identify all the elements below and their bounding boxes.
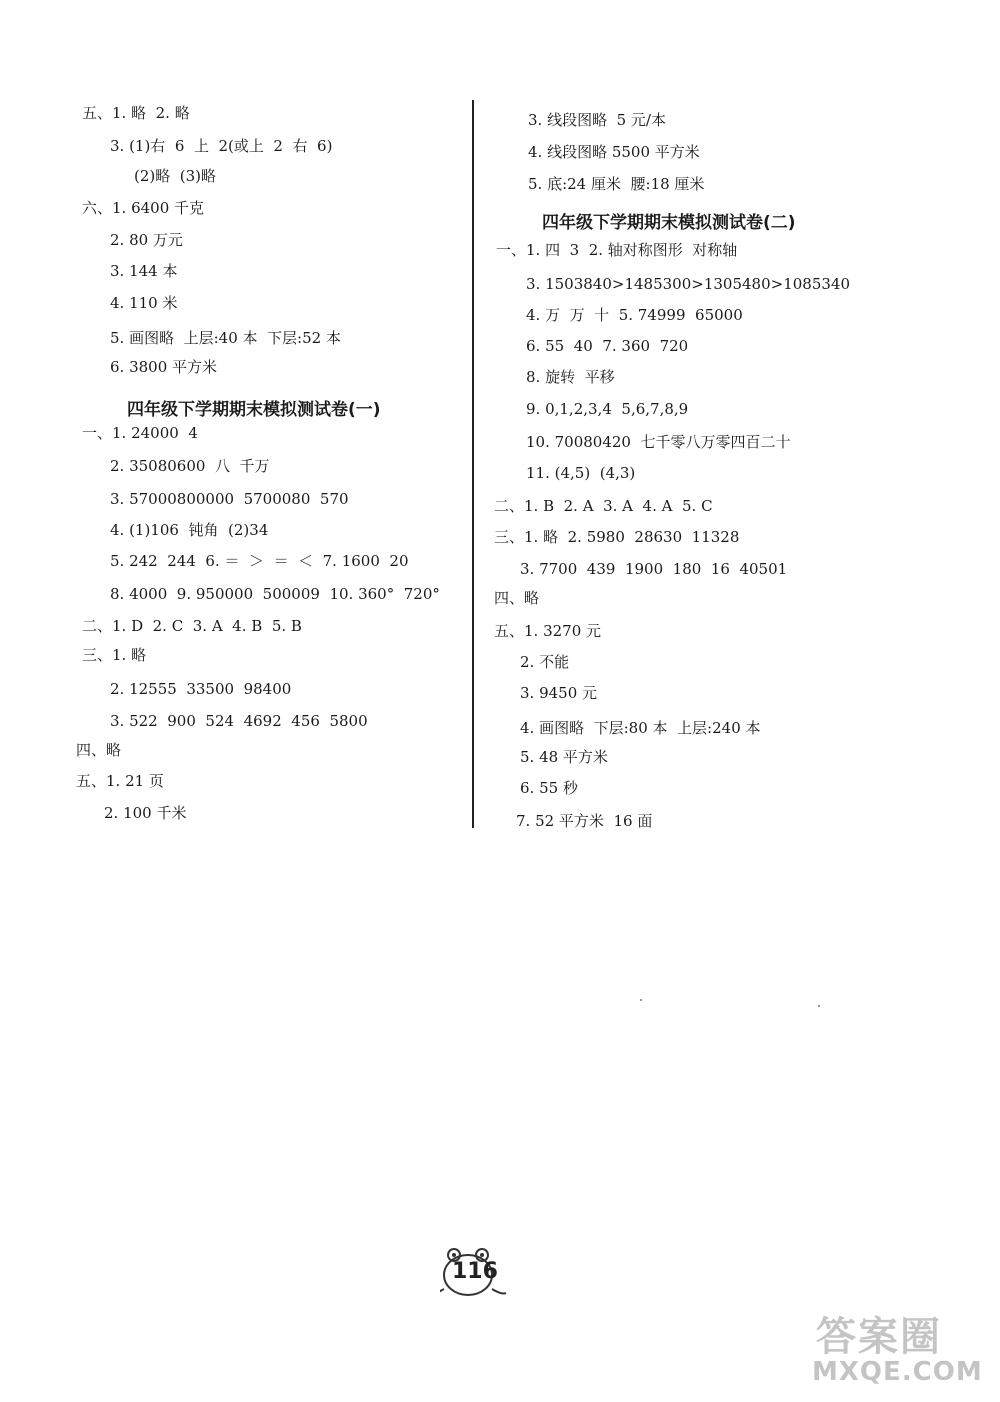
right-line-12: 11. (4,5) (4,3) [526, 464, 636, 482]
left-line-22: 五、1. 21 页 [76, 772, 164, 790]
scan-speck [818, 1005, 820, 1007]
right-line-22: 6. 55 秒 [520, 779, 578, 797]
right-line-8: 6. 55 40 7. 360 720 [526, 337, 689, 355]
right-line-17: 五、1. 3270 元 [494, 622, 602, 640]
left-line-14: 4. (1)106 钝角 (2)34 [110, 521, 269, 539]
left-line-17: 二、1. D 2. C 3. A 4. B 5. B [82, 617, 302, 635]
right-line-9: 8. 旋转 平移 [526, 368, 615, 386]
right-line-19: 3. 9450 元 [520, 684, 598, 702]
right-line-6: 3. 1503840>1485300>1305480>1085340 [526, 275, 851, 293]
left-line-9: 6. 3800 平方米 [110, 358, 218, 376]
right-line-5: 一、1. 四 3 2. 轴对称图形 对称轴 [496, 241, 738, 259]
section-title-exam-1: 四年级下学期期末模拟测试卷(一) [127, 400, 381, 420]
right-line-11: 10. 70080420 七千零八万零四百二十 [526, 433, 791, 451]
left-line-8: 5. 画图略 上层:40 本 下层:52 本 [110, 329, 341, 347]
left-line-15: 5. 242 244 6. ＝ ＞ ＝ ＜ 7. 1600 20 [110, 552, 409, 570]
left-line-11: 一、1. 24000 4 [82, 424, 198, 442]
watermark-text: 答案圈 [816, 1314, 942, 1360]
right-line-3: 5. 底:24 厘米 腰:18 厘米 [528, 175, 705, 193]
right-line-20: 4. 画图略 下层:80 本 上层:240 本 [520, 719, 761, 737]
right-line-7: 4. 万 万 十 5. 74999 65000 [526, 306, 743, 324]
left-line-3: (2)略 (3)略 [134, 167, 217, 185]
right-line-18: 2. 不能 [520, 653, 570, 671]
left-line-1: 五、1. 略 2. 略 [82, 104, 190, 122]
left-line-5: 2. 80 万元 [110, 231, 183, 249]
left-line-6: 3. 144 本 [110, 262, 178, 280]
left-line-4: 六、1. 6400 千克 [82, 199, 205, 217]
right-line-2: 4. 线段图略 5500 平方米 [528, 143, 700, 161]
right-line-13: 二、1. B 2. A 3. A 4. A 5. C [494, 497, 713, 515]
right-line-23: 7. 52 平方米 16 面 [516, 812, 653, 830]
right-line-14: 三、1. 略 2. 5980 28630 11328 [494, 528, 740, 546]
left-line-20: 3. 522 900 524 4692 456 5800 [110, 712, 368, 730]
left-line-19: 2. 12555 33500 98400 [110, 680, 292, 698]
left-line-7: 4. 110 米 [110, 294, 178, 312]
left-line-18: 三、1. 略 [82, 646, 147, 664]
left-line-16: 8. 4000 9. 950000 500009 10. 360° 720° [110, 585, 440, 603]
left-line-21: 四、略 [76, 741, 122, 759]
right-line-15: 3. 7700 439 1900 180 16 40501 [520, 560, 788, 578]
page-number-badge [440, 1245, 550, 1305]
right-line-10: 9. 0,1,2,3,4 5,6,7,8,9 [526, 400, 689, 418]
watermark-url: MXQE.COM [812, 1357, 983, 1387]
scan-speck [640, 999, 642, 1001]
left-line-23: 2. 100 千米 [104, 804, 187, 822]
left-line-2: 3. (1)右 6 上 2(或上 2 右 6) [110, 137, 333, 155]
right-line-21: 5. 48 平方米 [520, 748, 608, 766]
right-line-1: 3. 线段图略 5 元/本 [528, 111, 666, 129]
left-line-13: 3. 57000800000 5700080 570 [110, 490, 349, 508]
section-title-exam-2: 四年级下学期期末模拟测试卷(二) [542, 213, 796, 233]
watermark-logo [808, 1305, 993, 1397]
right-line-16: 四、略 [494, 589, 540, 607]
left-line-12: 2. 35080600 八 千万 [110, 457, 270, 475]
column-divider [472, 100, 474, 828]
page-number: 116 [452, 1259, 498, 1284]
